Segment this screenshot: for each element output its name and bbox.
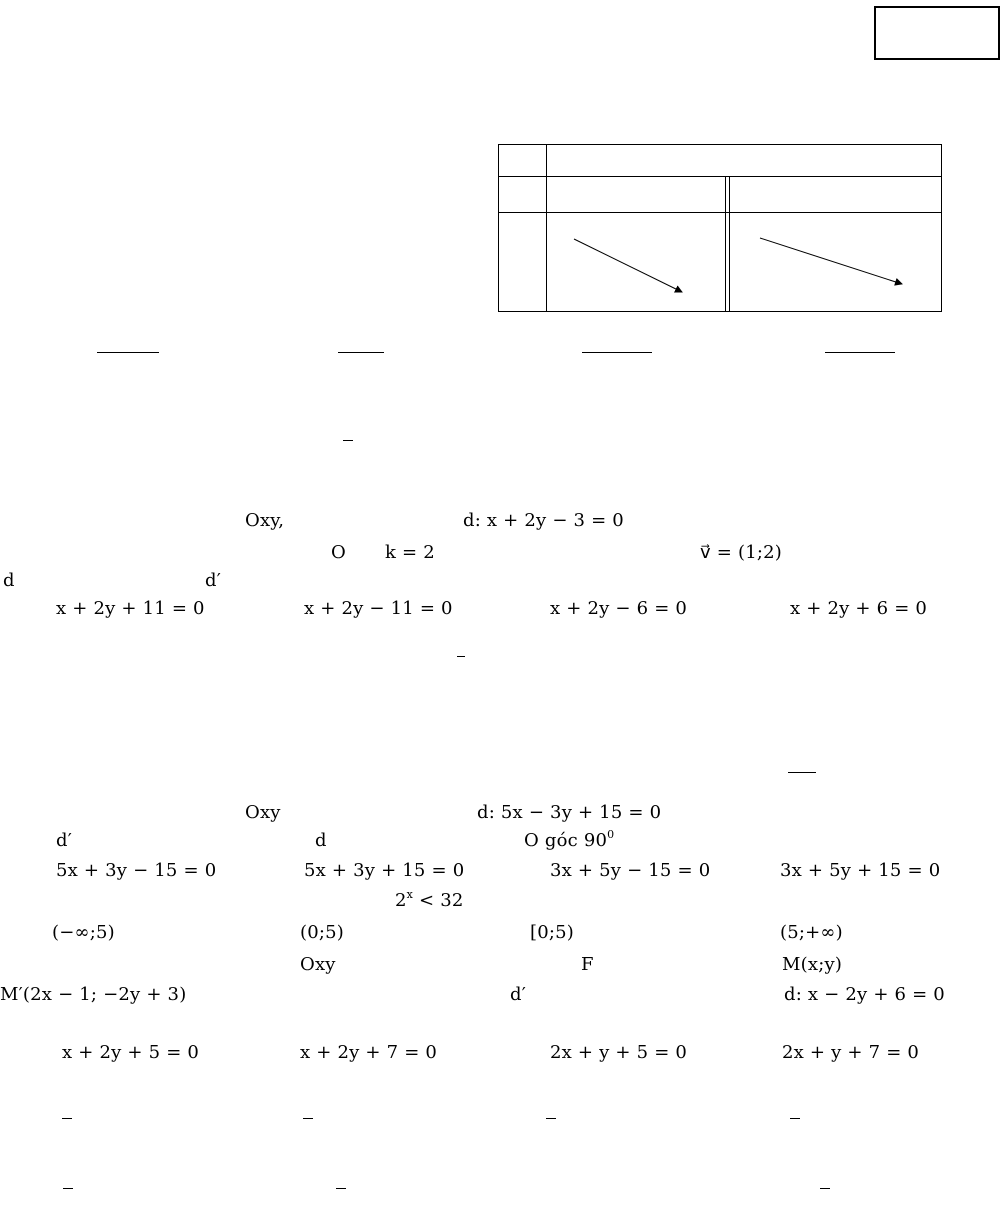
fraction-bar-3: [788, 772, 816, 773]
q2-option-a[interactable]: x + 2y + 11 = 0: [56, 598, 205, 619]
q5-d-prime: d′: [510, 984, 527, 1005]
fraction-bar-8: [63, 1188, 73, 1189]
variation-table: [498, 144, 942, 312]
q5-point: M(x;y): [782, 954, 843, 975]
q3-d-prime: d′: [56, 830, 73, 851]
exam-code-box: [874, 6, 1000, 60]
q3-option-a[interactable]: 5x + 3y − 15 = 0: [56, 860, 217, 881]
q5-plane: Oxy: [300, 954, 336, 975]
q2-line-d: d: x + 2y − 3 = 0: [463, 510, 624, 531]
decreasing-arrow-1: [574, 239, 682, 292]
fraction-bar-10: [820, 1188, 830, 1189]
decreasing-arrow-2: [760, 238, 902, 284]
q4-option-b[interactable]: (0;5): [300, 922, 345, 943]
answer-underline-a1: [97, 352, 159, 353]
q5-image-point: M′(2x − 1; −2y + 3): [0, 984, 187, 1005]
fraction-bar-7: [790, 1118, 800, 1119]
fraction-bar-6: [546, 1118, 556, 1119]
q4-base: 2: [395, 890, 407, 911]
fraction-bar-9: [336, 1188, 346, 1189]
answer-underline-d1: [825, 352, 895, 353]
q4-exponent: x: [406, 888, 414, 901]
table-arrows: [498, 144, 942, 312]
q3-option-b[interactable]: 5x + 3y + 15 = 0: [304, 860, 465, 881]
fraction-bar-5: [303, 1118, 313, 1119]
q5-option-d[interactable]: 2x + y + 7 = 0: [782, 1042, 920, 1063]
q4-option-c[interactable]: [0;5): [530, 922, 575, 943]
q3-line-d: d: 5x − 3y + 15 = 0: [477, 802, 662, 823]
q3-d-label: d: [315, 830, 327, 851]
q3-rotation-degree: 0: [607, 828, 615, 841]
q5-line-d: d: x − 2y + 6 = 0: [784, 984, 945, 1005]
q2-option-b[interactable]: x + 2y − 11 = 0: [304, 598, 453, 619]
fraction-bar-2: [457, 656, 465, 657]
q3-option-d[interactable]: 3x + 5y + 15 = 0: [780, 860, 941, 881]
q3-plane: Oxy: [245, 802, 281, 823]
q5-option-a[interactable]: x + 2y + 5 = 0: [62, 1042, 200, 1063]
q3-option-c[interactable]: 3x + 5y − 15 = 0: [550, 860, 711, 881]
q2-center: O: [331, 542, 346, 563]
q5-option-b[interactable]: x + 2y + 7 = 0: [300, 1042, 438, 1063]
q3-rotation-text: O góc 90: [524, 830, 608, 851]
q2-d-prime: d′: [205, 570, 222, 591]
fraction-bar-4: [62, 1118, 72, 1119]
q4-rest: < 32: [413, 890, 464, 911]
q4-option-d[interactable]: (5;+∞): [780, 922, 843, 943]
q2-plane: Oxy,: [245, 510, 285, 531]
q2-d-label: d: [3, 570, 15, 591]
q4-option-a[interactable]: (−∞;5): [52, 922, 115, 943]
q2-option-d[interactable]: x + 2y + 6 = 0: [790, 598, 928, 619]
q3-rotation: [524, 830, 614, 852]
fraction-bar-1: [343, 440, 353, 441]
q2-ratio: k = 2: [385, 542, 435, 563]
q5-map: F: [581, 954, 594, 975]
answer-underline-c1: [582, 352, 652, 353]
answer-underline-b1: [338, 352, 384, 353]
q2-option-c[interactable]: x + 2y − 6 = 0: [550, 598, 688, 619]
q2-vector: v⃗ = (1;2): [700, 542, 782, 563]
q5-option-c[interactable]: 2x + y + 5 = 0: [550, 1042, 688, 1063]
q4-inequality: [395, 890, 464, 912]
